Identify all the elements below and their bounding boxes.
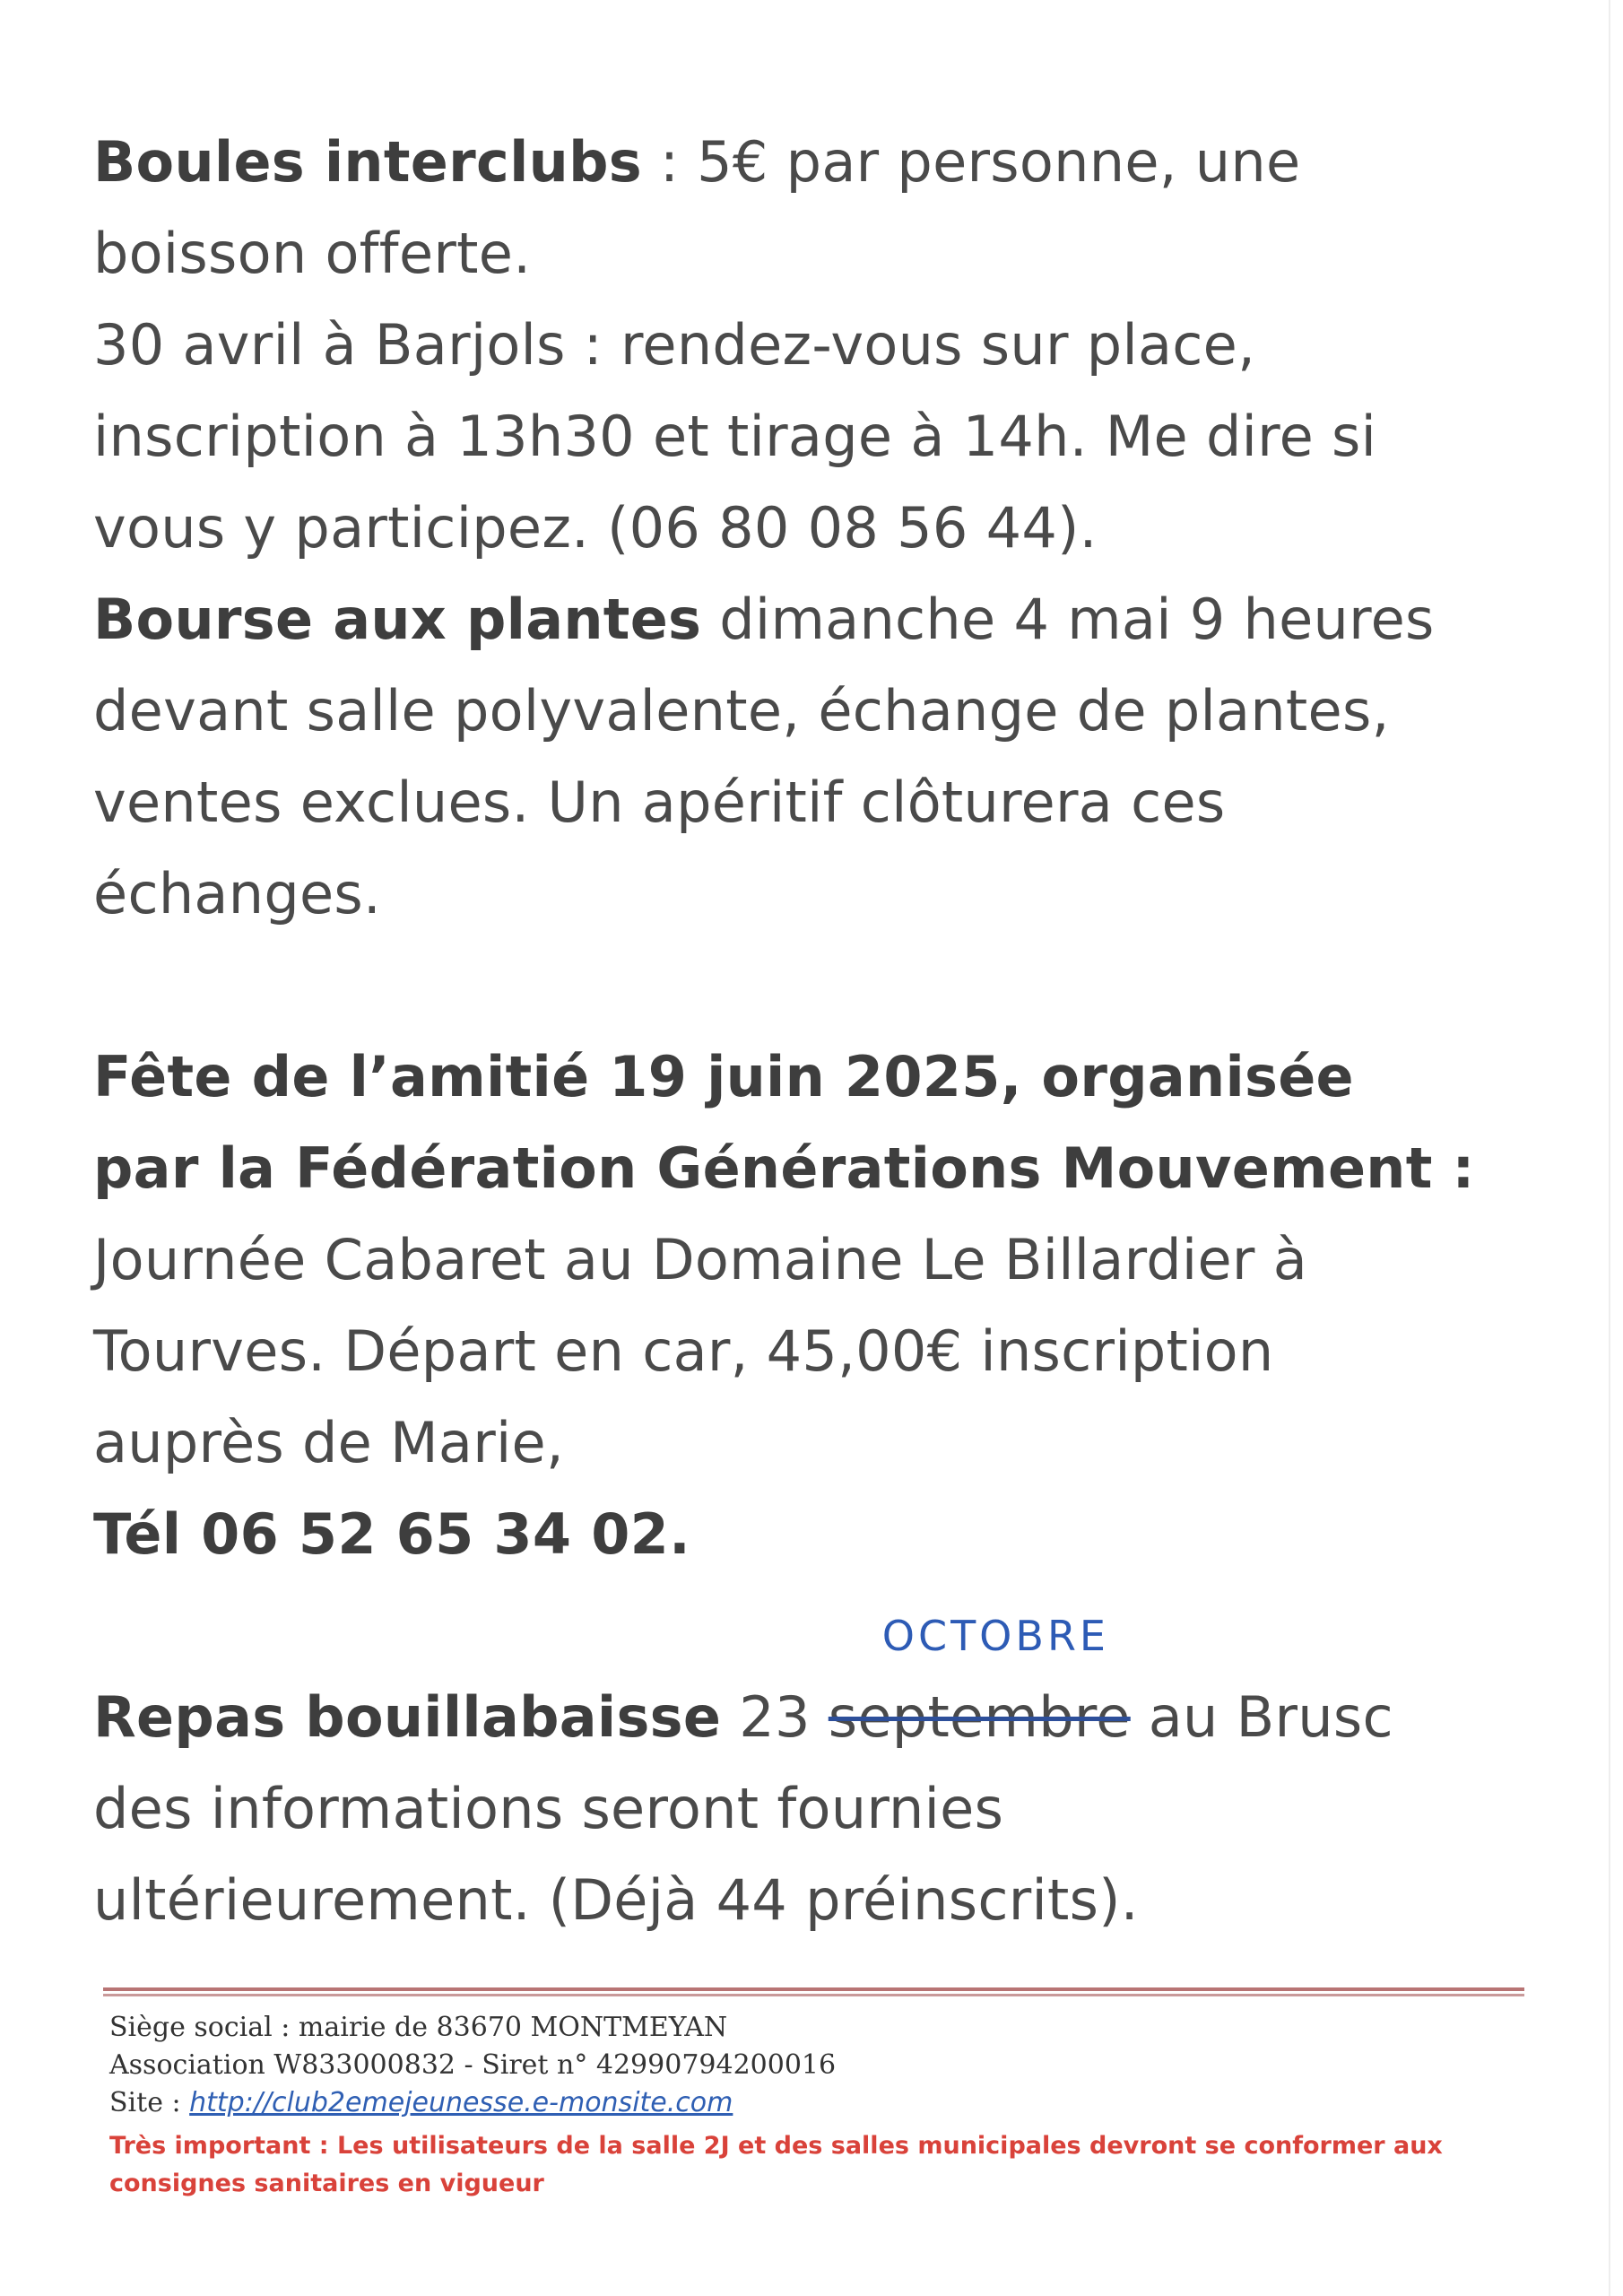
boules-line4: inscription à 13h30 et tirage à 14h. Me dire si — [93, 404, 1377, 469]
footer-association: Association W833000832 - Siret n° 42990794200016 — [109, 2049, 837, 2081]
bourse-line1-text: dimanche 4 mai 9 heures — [701, 587, 1435, 652]
footer-site-link[interactable]: http://club2emejeunesse.e-monsite.com — [189, 2087, 733, 2118]
repas-struck-word: septembre — [828, 1684, 1131, 1750]
boules-line5: vous y participez. (06 80 08 56 44). — [93, 495, 1098, 561]
boules-title: Boules interclubs — [93, 129, 642, 195]
repas-title: Repas bouillabaisse — [93, 1684, 722, 1750]
footer-site-label: Site : — [109, 2087, 190, 2118]
footer-divider-shadow — [103, 1994, 1524, 1996]
repas-line1 — [93, 1612, 1492, 1763]
fete-line3: auprès de Marie, — [93, 1410, 564, 1475]
repas-line3: ultérieurement. (Déjà 44 préinscrits). — [93, 1867, 1139, 1933]
handwritten-correction: OCTOBRE — [881, 1612, 1109, 1660]
fete-phone: Tél 06 52 65 34 02. — [93, 1501, 690, 1567]
repas-corrected-date — [828, 1612, 1131, 1763]
boules-line1 — [93, 117, 1492, 208]
footer-address: Siège social : mairie de 83670 MONTMEYAN — [109, 2012, 728, 2043]
bourse-title: Bourse aux plantes — [93, 587, 702, 652]
bourse-line2: devant salle polyvalente, échange de plantes, — [93, 678, 1390, 744]
boules-line1-text: : 5€ par personne, une — [641, 129, 1301, 195]
footer-divider — [103, 1987, 1524, 1991]
fete-line1: Journée Cabaret au Domaine Le Billardier à — [93, 1227, 1307, 1292]
document-body — [93, 117, 1492, 1946]
repas-date-num: 23 — [721, 1684, 829, 1750]
boules-line2: boisson offerte. — [93, 221, 532, 286]
section-gap — [93, 1580, 1492, 1672]
footer — [109, 2009, 1526, 2203]
bourse-line3: ventes exclues. Un apéritif clôturera ces — [93, 770, 1226, 835]
section-gap — [93, 940, 1492, 1031]
bourse-line4: échanges. — [93, 861, 382, 926]
bourse-line1 — [93, 574, 1492, 665]
repas-line2: des informations seront fournies — [93, 1776, 1004, 1841]
footer-warning-line2: consignes sanitaires en vigueur — [109, 2170, 544, 2197]
boules-line3: 30 avril à Barjols : rendez-vous sur place, — [93, 312, 1256, 378]
fete-title-line2: par la Fédération Générations Mouvement : — [93, 1135, 1475, 1201]
footer-warning-line1: Très important : Les utilisateurs de la salle 2J et des salles municipales devront se conformer aux — [109, 2132, 1443, 2160]
scan-edge — [1609, 0, 1610, 2296]
footer-site — [109, 2084, 1526, 2122]
fete-title-line1: Fête de l’amitié 19 juin 2025, organisée — [93, 1044, 1354, 1109]
fete-line2: Tourves. Départ en car, 45,00€ inscription — [93, 1318, 1274, 1384]
repas-after: au Brusc — [1130, 1684, 1393, 1750]
